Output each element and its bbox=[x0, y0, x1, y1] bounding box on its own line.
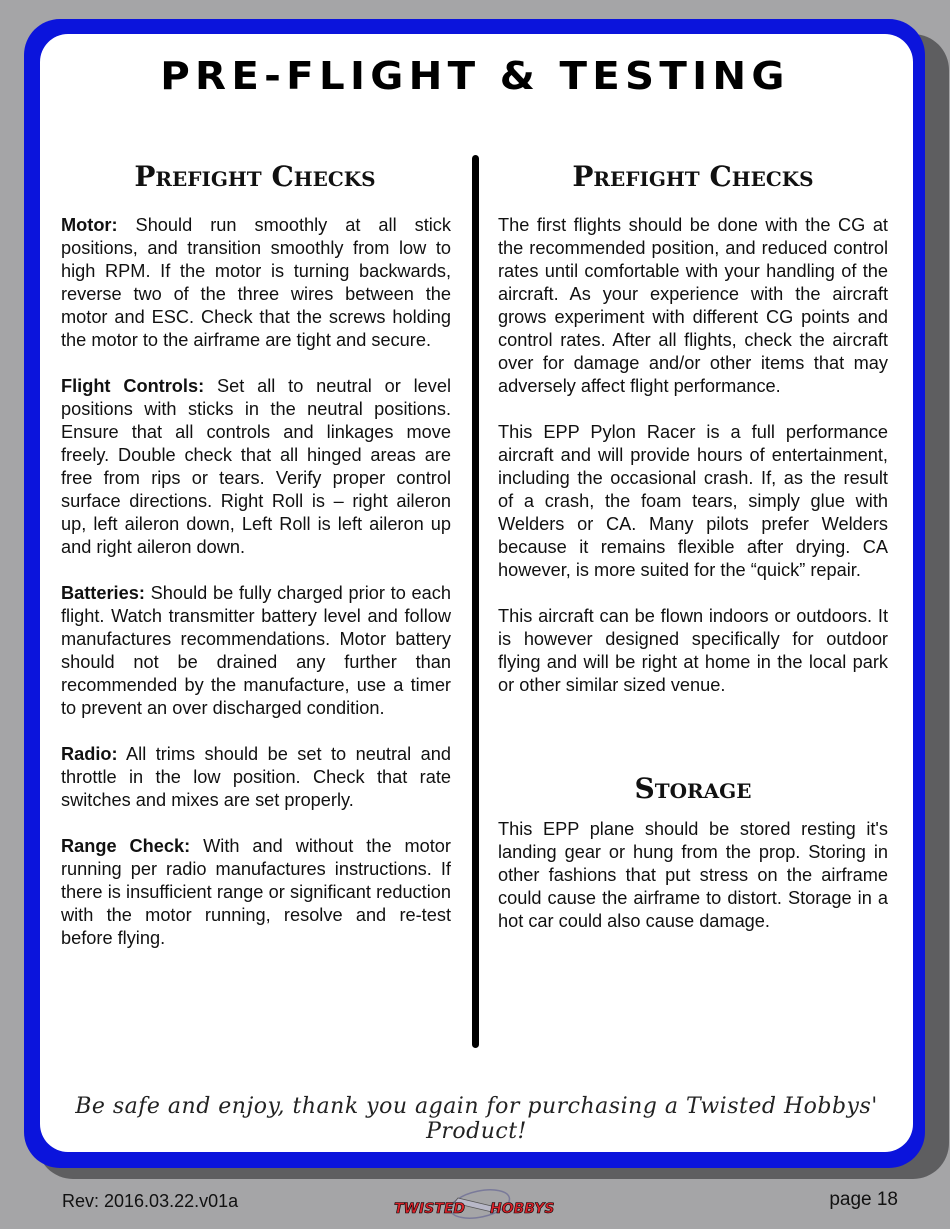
paragraph-body: With and without the motor running per radio manufactures instructions. If there is insufficient range or significant reduction with the motor running, resolve and re-test before flying. bbox=[61, 836, 451, 948]
right-column-text bbox=[498, 214, 888, 720]
storage-heading: Storage bbox=[634, 772, 752, 805]
storage-paragraph: This EPP plane should be stored resting it's landing gear or hung from the prop. Storing in other fashions that put stress on the airframe could cause the airframe to distort. Storage in a hot car could also cause damage. bbox=[498, 819, 888, 931]
paragraph-label: Flight Controls: bbox=[61, 376, 205, 396]
storage-text bbox=[498, 818, 888, 956]
range-check-paragraph bbox=[61, 835, 451, 950]
revision-label: Rev: 2016.03.22.v01a bbox=[62, 1191, 239, 1211]
paragraph-label: Motor: bbox=[61, 215, 118, 235]
closing-tagline: Be safe and enjoy, thank you again for purchasing a Twisted Hobbys' Product! bbox=[75, 1094, 878, 1144]
paragraph-body: Should run smoothly at all stick positions, and transition smoothly from low to high RPM. If the motor is turning backwards, reverse two of the three wires between the motor and ESC. Check that the screws holding the motor to the airframe are tight and secure. bbox=[61, 215, 451, 350]
first-flights-paragraph: The first flights should be done with the CG at the recommended position, and reduced control rates until comfortable with your handling of the aircraft. As your experience with the aircraft grows experiment with different CG points and control rates. After all flights, check the aircraft over for damage and/or other items that may adversely affect flight performance. bbox=[498, 215, 888, 396]
paragraph-body: Set all to neutral or level positions with sticks in the neutral positions. Ensure that all controls and linkages move freely. Double check that all hinged areas are free from rips or tears. Verify proper control surface directions. Right Roll is – right aileron up, left aileron down, Left Roll is left aileron up and right aileron down. bbox=[61, 376, 451, 557]
logo-text-left: TWISTED bbox=[394, 1201, 466, 1217]
paragraph-label: Batteries: bbox=[61, 583, 145, 603]
paragraph-body: Should be fully charged prior to each flight. Watch transmitter battery level and follow manufactures recommendations. Motor battery should not be drained any further than recommended by the manufacture, use a timer to prevent an over discharged condition. bbox=[61, 583, 451, 718]
paragraph-label: Radio: bbox=[61, 744, 118, 764]
performance-paragraph: This EPP Pylon Racer is a full performance aircraft and will provide hours of entertainment, including the occasional crash. If, as the result of a crash, the foam tears, simply glue with Welders or CA. Many pilots prefer Welders because it remains flexible after drying. CA however, is more suited for the “quick” repair. bbox=[498, 422, 888, 580]
radio-paragraph bbox=[61, 743, 451, 812]
column-divider bbox=[472, 155, 479, 1048]
paragraph-body: All trims should be set to neutral and throttle in the low position. Check that rate switches and mixes are set properly. bbox=[61, 744, 451, 810]
twisted-hobbys-logo bbox=[388, 1186, 566, 1222]
motor-paragraph bbox=[61, 214, 451, 352]
batteries-paragraph bbox=[61, 582, 451, 720]
right-column-heading: Prefight Checks bbox=[572, 160, 814, 193]
logo-text-right: HOBBYS bbox=[490, 1201, 555, 1217]
indoor-outdoor-paragraph: This aircraft can be flown indoors or outdoors. It is however designed specifically for outdoor flying and will be right at home in the local park or other similar sized venue. bbox=[498, 606, 888, 695]
page-number: page 18 bbox=[829, 1189, 898, 1210]
flight-controls-paragraph bbox=[61, 375, 451, 559]
left-column-text bbox=[61, 214, 451, 973]
paragraph-label: Range Check: bbox=[61, 836, 191, 856]
page-title: PRE-FLIGHT & TESTING bbox=[160, 54, 790, 98]
left-column-heading: Prefight Checks bbox=[134, 160, 376, 193]
